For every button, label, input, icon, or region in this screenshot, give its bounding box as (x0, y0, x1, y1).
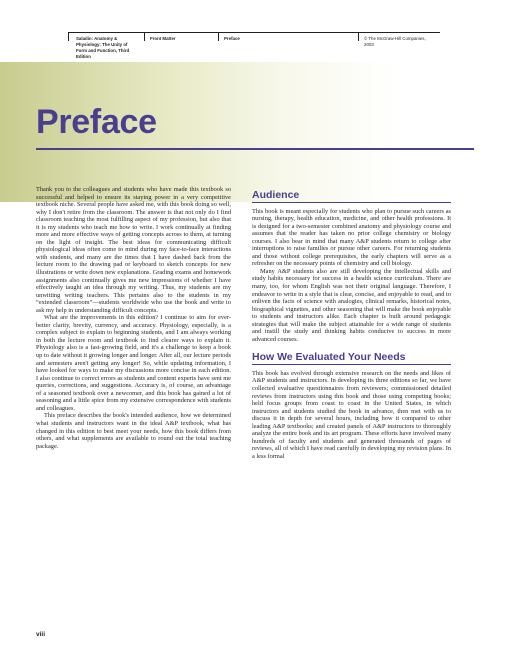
title-rule (36, 148, 474, 150)
header-divider (358, 33, 359, 41)
paragraph: This preface describes the book's intended audience, how we determined what students and instructors want in the ideal A&P textbook, what has changed in this edition to best meet your needs, how this book differs from others, and what supplements are available to round out the total teaching package. (36, 412, 231, 450)
page-title: Preface (36, 103, 157, 141)
header-divider (218, 33, 219, 41)
left-column (36, 186, 231, 450)
paragraph: What are the improvements in this edition? I continue to aim for ever-better clarity, brevity, currency, and accuracy. Physiology, especially, is a complex subject to explain to beginning students, and I am always working in both the lecture room and textbook to find clearer ways to explain it. Physiology also is a fast-growing field, and it's a challenge to keep a book up to date without it growing longer and longer. After all, our lecture periods and semesters aren't getting any longer! So, while updating information, I have looked for ways to make my discussions more concise in each edition. I also continue to correct errors as students and content experts have sent me queries, corrections, and suggestions. Accuracy is, of course, an advantage of a seasoned textbook over a newcomer, and this book has gained a lot of seasoning and a little spice from my extensive correspondence with students and colleagues. (36, 314, 231, 412)
header-divider (144, 33, 145, 41)
paragraph: This book is meant especially for students who plan to pursue such careers as nursing, therapy, health education, medicine, and other health professions. It is designed for a two-semester combined anatomy and physiology course and assumes that the reader has taken no prior college chemistry or biology courses. I also bear in mind that many A&P students return to college after interruptions to raise families or pursue other careers. For returning students and those without college prerequisites, the early chapters will serve as a refresher on the necessary points of chemistry and cell biology. (252, 207, 451, 268)
header-copyright: © The McGraw-Hill Companies, 2003 (364, 36, 426, 47)
right-column (252, 186, 451, 461)
header-chapter: Preface (224, 36, 240, 41)
running-header (68, 32, 440, 63)
section-heading-audience: Audience (252, 192, 451, 203)
paragraph: This book has evolved through extensive research on the needs and likes of A&P students and instructors. In developing its three editions so far, we have collected evaluative questionnaires from reviewers; commissioned detailed reviews from instructors using this book and those using competing books; held focus groups from coast to coast in the United States, in which instructors and students studied the book in advance, then met with us to discuss it in depth for several hours, including how it compared to other leading A&P textbooks; and created panels of A&P instructors to thoroughly analyze the entire book and its art program. These efforts have involved many hundreds of faculty and students and generated thousands of pages of reviews, all of which I have read carefully in developing my revision plans. In a less formal (252, 369, 451, 460)
header-section: Front Matter (150, 36, 176, 41)
section-heading-evaluated-needs: How We Evaluated Your Needs (252, 354, 451, 365)
paragraph: Thank you to the colleagues and students who have made this textbook so successful and helped to ensure its staying power in a very competitive textbook niche. Several people have asked me, with this book doing so well, why I don't retire from the classroom. The answer is that not only do I find classroom teaching the most fulfilling aspect of my profession, but also that it is my students who teach me how to write. I work continually at finding more and more effective ways of getting concepts across to them, at turning on the light of insight. The best ideas for communicating difficult physiological ideas often come to mind during my face-to-face interactions with students, and many are the times that I have dashed back from the lecture room to the drawing pad or keyboard to sketch concepts for new illustrations or write down new explanations. Grading exams and homework assignments also continually gives me new impressions of whether I have effectively taught an idea through my writing. Thus, my students are my unwitting writing teachers. This pertains also to the students in my “extended classroom”—students worldwide who use the book and write to ask my help in understanding difficult concepts. (36, 186, 231, 314)
paragraph: Many A&P students also are still developing the intellectual skills and study habits necessary for success in a health science curriculum. There are many, too, for whom English was not their original language. Therefore, I endeavor to write in a style that is clear, concise, and enjoyable to read, and to enliven the facts of science with analogies, clinical remarks, historical notes, biographical vignettes, and other seasoning that will make the book enjoyable to students and instructors alike. Each chapter is built around pedagogic strategies that will make the subject attainable for a wide range of students and instill the study and thinking habits conducive to success in more advanced courses. (252, 267, 451, 343)
header-divider (68, 33, 69, 41)
header-book-title: Saladin: Anatomy & Physiology: The Unity of Form and Function, Third Edition (76, 36, 130, 59)
page-number: viii (36, 631, 46, 638)
